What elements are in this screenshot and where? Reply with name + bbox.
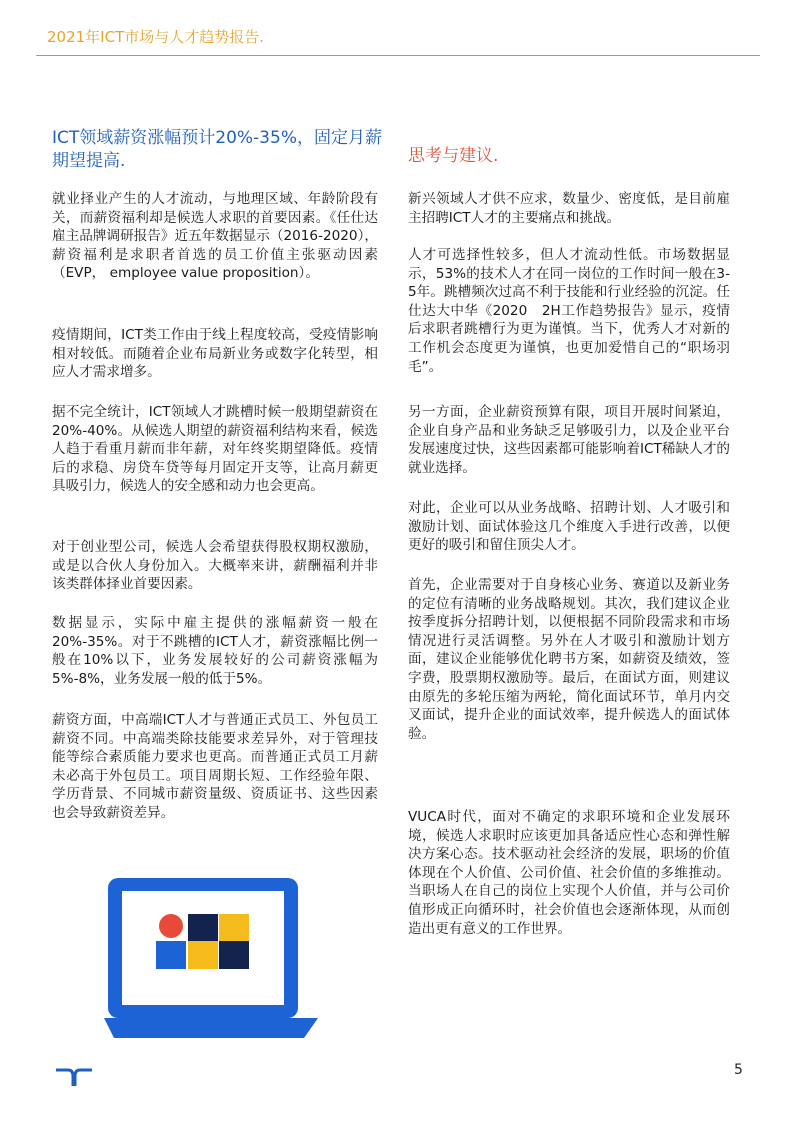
yellow-tile-1 [219, 914, 249, 941]
right-paragraph-1: 新兴领域人才供不应求，数量少、密度低，是目前雇主招聘ICT人才的主要痛点和挑战。 [408, 191, 730, 226]
company-logo-icon [54, 1066, 94, 1088]
navy-tile-2 [219, 941, 249, 969]
blue-tile [156, 941, 186, 969]
yellow-tile-2 [188, 941, 218, 969]
laptop-base [104, 1018, 318, 1038]
left-section-title: ICT领域薪资涨幅预计20%-35%，固定月薪期望提高. [52, 128, 382, 171]
right-paragraph-6: VUCA时代，面对不确定的求职环境和企业发展环境，候选人求职时应该更加具备适应性心态和弹性解决方案心态。技术驱动社会经济的发展，职场的价值体现在个人价值、公司价值、社会价值的多维推动。当职场人在自己的岗位上实现个人价值，并与公司价值形成正向循环时，社会价值也会逐渐体现，从而创造出更有意义的工作世界。 [408, 809, 730, 937]
left-paragraph-4: 对于创业型公司，候选人会希望获得股权期权激励，或是以合伙人身份加入。大概率来讲，薪酬福利并非该类群体择业首要因素。 [52, 539, 378, 593]
left-paragraph-3: 据不完全统计，ICT领域人才跳槽时候一般期望薪资在20%-40%。从候选人期望的薪资福利结构来看，候选人趋于看重月薪而非年薪，对年终奖期望降低。疫情后的求稳、房贷车贷等每月固定开支等，让高月薪更具吸引力，候选人的安全感和动力也会更高。 [52, 404, 378, 495]
navy-tile-1 [188, 914, 218, 941]
right-paragraph-2: 人才可选择性较多，但人才流动性低。市场数据显示，53%的技术人才在同一岗位的工作时间一般在3-5年。跳槽频次过高不利于技能和行业经验的沉淀。任仕达大中华《2020 2H工作趋势报告》显示，疫情后求职者跳槽行为更为谨慎。当下，优秀人才对新的工作机会态度更为谨慎，也更加爱惜自己的“职场羽毛”。 [408, 247, 730, 375]
left-paragraph-6: 薪资方面，中高端ICT人才与普通正式员工、外包员工薪资不同。中高端类除技能要求差异外，对于管理技能等综合素质能力要求也更高。而普通正式员工月薪未必高于外包员工。项目周期长短、工作经验年限、学历背景、不同城市薪资量级、资质证书、这些因素也会导致薪资差异。 [52, 712, 378, 821]
header-divider [36, 55, 760, 56]
right-paragraph-4: 对此，企业可以从业务战略、招聘计划、人才吸引和激励计划、面试体验这几个维度入手进行改善，以便更好的吸引和留住顶尖人才。 [408, 500, 730, 554]
left-paragraph-5: 数据显示，实际中雇主提供的涨幅薪资一般在20%-35%。对于不跳槽的ICT人才，薪资涨幅比例一般在10%以下，业务发展较好的公司薪资涨幅为5%-8%，业务发展一般的低于5%。 [52, 615, 378, 687]
right-paragraph-5: 首先，企业需要对于自身核心业务、赛道以及新业务的定位有清晰的业务战略规划。其次，我们建议企业按季度拆分招聘计划，以便根据不同阶段需求和市场情况进行灵活调整。另外在人才吸引和激励计划方面，建议企业能够优化聘书方案，如薪资及绩效，签字费，股票期权激励等。最后，在面试方面，则建议由原先的多轮压缩为两轮，简化面试环节，单月内交叉面试，提升企业的面试效率，提升候选人的面试体验。 [408, 577, 730, 742]
left-paragraph-1: 就业择业产生的人才流动，与地理区域、年龄阶段有关，而薪资福利却是候选人求职的首要因素。《任仕达雇主品牌调研报告》近五年数据显示（2016-2020），薪资福利是求职者首选的员工价值主张驱动因素（EVP， employee value proposition）。 [52, 191, 378, 282]
red-dot [159, 914, 183, 938]
right-paragraph-3: 另一方面，企业薪资预算有限，项目开展时间紧迫，企业自身产品和业务缺乏足够吸引力，以及企业平台发展速度过快，这些因素都可能影响着ICT稀缺人才的就业选择。 [408, 404, 730, 476]
page-number: 5 [734, 1062, 743, 1078]
report-header-title: 2021年ICT市场与人才趋势报告. [47, 28, 265, 46]
laptop-illustration [104, 876, 318, 1040]
right-section-title: 思考与建议. [408, 146, 499, 166]
left-paragraph-2: 疫情期间，ICT类工作由于线上程度较高，受疫情影响相对较低。而随着企业布局新业务或数字化转型，相应人才需求增多。 [52, 327, 378, 381]
